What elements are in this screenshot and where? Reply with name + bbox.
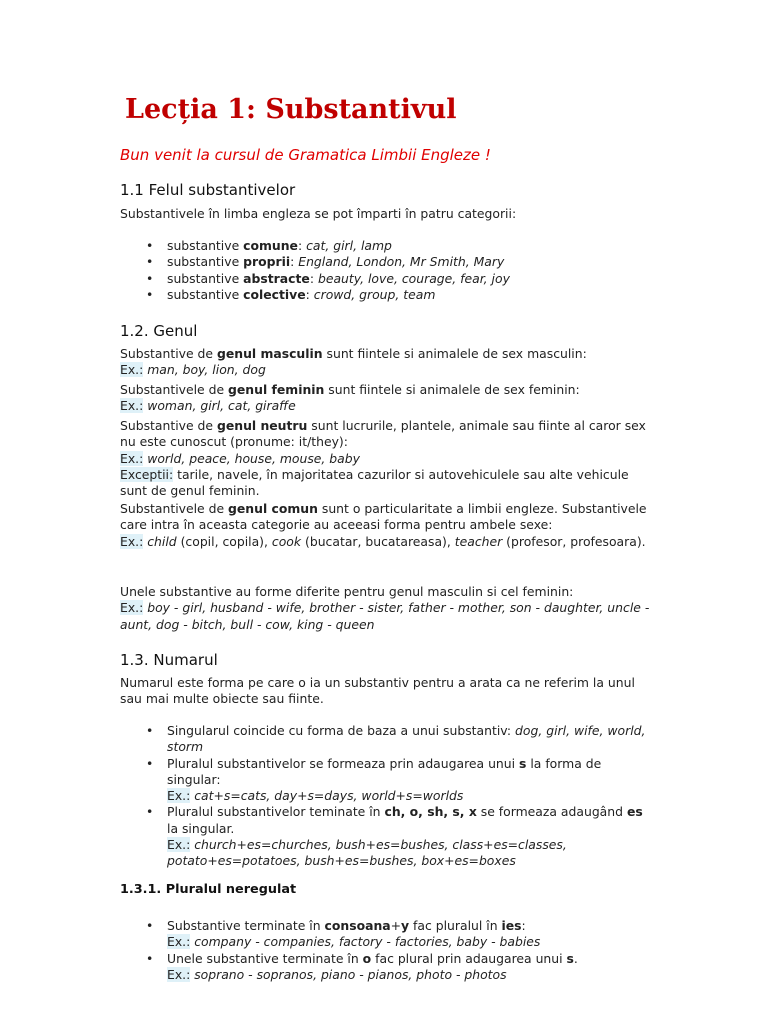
list-item: • substantive colective: crowd, group, team <box>146 286 436 302</box>
bullet-icon: • <box>146 238 154 253</box>
bullet-icon: • <box>146 950 154 966</box>
irregular-plural-list <box>120 918 650 983</box>
bullet-icon: • <box>146 755 154 771</box>
masculine-paragraph: Substantive de genul masculin sunt fiintele si animalele de sex masculin: Ex.: man, boy, lion, dog <box>120 346 587 378</box>
section-heading-felul: 1.1 Felul substantivelor <box>120 181 296 199</box>
bullet-icon: • <box>146 804 154 820</box>
section-intro: Substantivele în limba engleza se pot împarti în patru categorii: <box>120 206 517 221</box>
list-item: • Unele substantive terminate în o fac plural prin adaugarea unui s. Ex.: soprano - sopranos, piano - pianos, photo - photos <box>146 950 578 982</box>
list-item: • substantive abstracte: beauty, love, courage, fear, joy <box>146 270 510 286</box>
section-heading-plural-neregulat: 1.3.1. Pluralul neregulat <box>120 882 297 897</box>
feminine-paragraph: Substantivele de genul feminin sunt fiintele si animalele de sex feminin: Ex.: woman, girl, cat, giraffe <box>120 382 580 414</box>
different-forms-paragraph: Unele substantive au forme diferite pentru genul masculin si cel feminin: Ex.: boy - girl, husband - wife, brother - sister, father - mother, son - daughter, uncle - aunt, dog - bitch, bull - cow, king - queen <box>120 584 650 632</box>
section-heading-numarul: 1.3. Numarul <box>120 651 218 669</box>
list-item: • substantive proprii: England, London, Mr Smith, Mary <box>146 254 505 270</box>
list-item: • Pluralul substantivelor se formeaza prin adaugarea unui s la forma de singular: Ex.: cat+s=cats, day+s=days, world+s=worlds <box>146 755 602 804</box>
neuter-paragraph: Substantive de genul neutru sunt lucrurile, plantele, animale sau fiinte al caror sex nu este cunoscut (pronume: it/they): Ex.: world, peace, house, mouse, baby Exceptii: tarile, navele, în majoritatea cazurilor si autovehiculele sau alte vehicule sunt de genul feminin. <box>120 418 646 499</box>
page-title: Lecția 1: Substantivul <box>125 94 457 125</box>
bullet-icon: • <box>146 723 154 738</box>
welcome-subtitle: Bun venit la cursul de Gramatica Limbii Engleze ! <box>120 146 491 164</box>
number-list <box>120 723 650 870</box>
list-item: • Pluralul substantivelor teminate în ch, o, sh, s, x se formeaza adaugând es la singular. Ex.: church+es=churches, bush+es=bushes, class+es=classes, potato+es=potatoes, bush+es=bushes, box+es=boxes <box>146 804 643 869</box>
bullet-icon: • <box>146 254 154 270</box>
list-item: • Substantive terminate în consoana+y fac pluralul în ies: Ex.: company - companies, factory - factories, baby - babies <box>146 918 541 950</box>
bullet-icon: • <box>146 918 154 933</box>
bullet-icon: • <box>146 286 154 302</box>
list-item: • Singularul coincide cu forma de baza a unui substantiv: dog, girl, wife, world, storm <box>146 723 646 755</box>
list-item: • substantive comune: cat, girl, lamp <box>146 238 392 253</box>
categories-list <box>120 238 650 303</box>
common-gender-paragraph: Substantivele de genul comun sunt o particularitate a limbii engleze. Substantivele care intra în aceasta categorie au aceeasi forma pentru ambele sexe: Ex.: child (copil, copila), cook (bucatar, bucatareasa), teacher (profesor, profesoara). <box>120 501 647 549</box>
number-intro: Numarul este forma pe care o ia un substantiv pentru a arata ca ne referim la unul sau mai multe obiecte sau fiinte. <box>120 675 635 707</box>
section-heading-genul: 1.2. Genul <box>120 322 198 340</box>
bullet-icon: • <box>146 270 154 286</box>
